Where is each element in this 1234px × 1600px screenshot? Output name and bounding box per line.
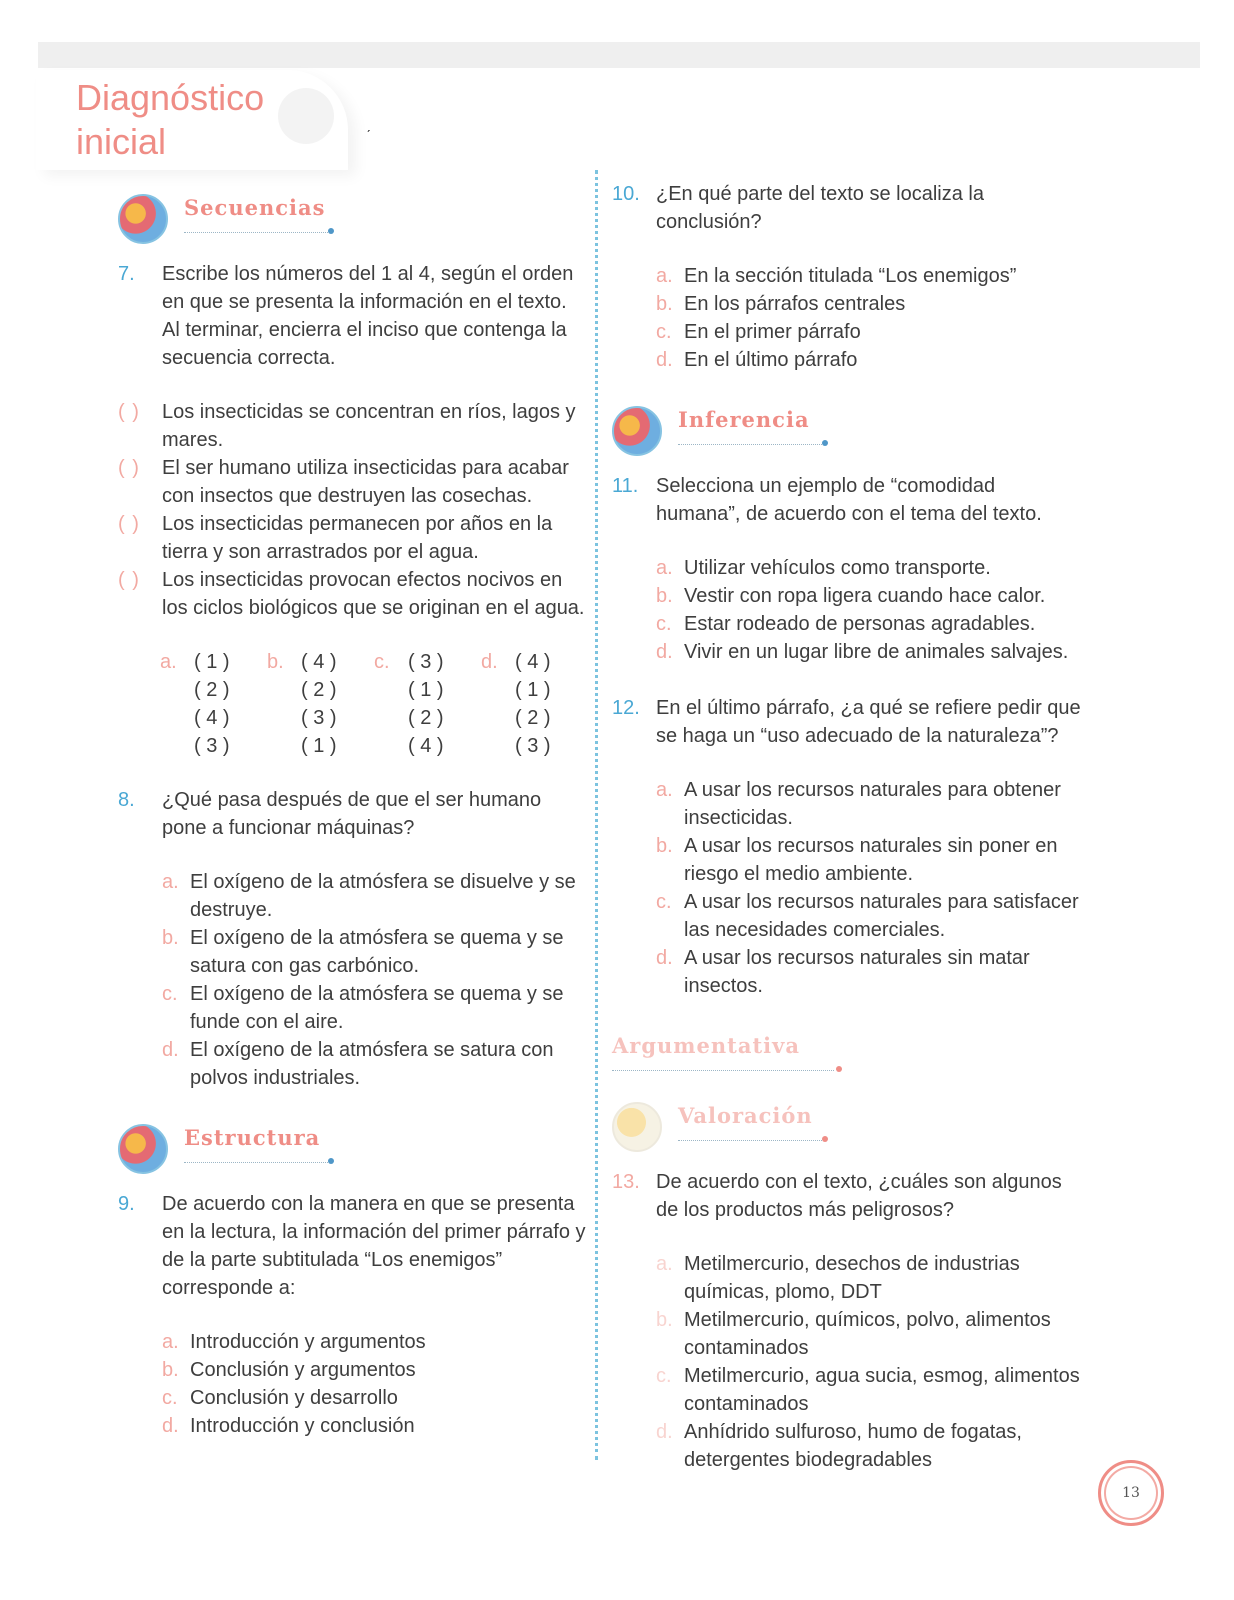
option-letter: d. [656,947,673,969]
sequence-item [118,454,588,510]
question-number: 12. [612,697,640,719]
question-number: 7. [118,263,135,285]
option-text: En los párrafos centrales [684,293,906,315]
option-letter: b. [267,651,284,673]
section-title: Argumentativa [612,1033,800,1058]
option-text: Metilmercurio, desechos de industrias químicas, plomo, DDT [684,1253,1020,1303]
page-title-line2: inicial [76,121,167,162]
option-letter: a. [656,1253,673,1275]
section-rule [612,1070,834,1071]
question-text: En el último párrafo, ¿a qué se refiere pedir que se haga un “uso adecuado de la naturaleza”? [656,697,1081,747]
option-letter: b. [656,1309,673,1331]
option-number: ( 1 ) [408,679,444,701]
option-number: ( 2 ) [515,707,551,729]
header-band [38,42,1200,68]
option-text: El oxígeno de la atmósfera se quema y se satura con gas carbónico. [190,927,564,977]
page-number-badge [1098,1460,1164,1526]
sequence-icon [118,194,168,244]
sequence-item-text: El ser humano utiliza insecticidas para acabar con insectos que destruyen las cosechas. [162,457,569,507]
page-title-line1: Diagnóstico [76,77,265,118]
option-text: Vestir con ropa ligera cuando hace calor. [684,585,1046,607]
option-letter: d. [481,651,498,673]
header-mark: ˏ [366,116,371,132]
question-text: De acuerdo con la manera en que se presenta en la lectura, la información del primer párrafo y de la parte subtitulada “Los enemigos” corresponde a: [162,1193,586,1299]
answer-option-a[interactable] [162,1328,588,1356]
answer-options [656,262,1082,374]
left-column [118,190,588,1468]
section-rule-dot [328,1158,334,1164]
answer-option-c[interactable] [162,1384,588,1412]
section-estructura [118,1120,588,1190]
option-text: Metilmercurio, agua sucia, esmog, alimentos contaminados [684,1365,1080,1415]
answer-option-b[interactable] [656,290,1082,318]
section-title: Secuencias [184,195,326,220]
option-number: ( 4 ) [301,651,337,673]
option-number: ( 1 ) [515,679,551,701]
question-text: Selecciona un ejemplo de “comodidad humana”, de acuerdo con el tema del texto. [656,475,1042,525]
option-letter: d. [656,641,673,663]
section-rule [184,1162,330,1163]
option-letter: b. [656,835,673,857]
section-rule-dot [836,1066,842,1072]
option-letter: a. [162,1331,179,1353]
header-glow-decoration [278,88,334,144]
option-number: ( 3 ) [515,735,551,757]
answer-options [656,776,1082,1000]
answer-option-d[interactable] [656,1418,1082,1474]
question-text: ¿En qué parte del texto se localiza la conclusión? [656,183,984,233]
answer-option-a[interactable] [162,868,588,924]
sequence-option-d[interactable] [481,648,588,760]
answer-option-d[interactable] [162,1036,588,1092]
option-text: Introducción y argumentos [190,1331,426,1353]
section-rule [184,232,330,233]
question-13 [612,1168,1082,1224]
answer-options [656,554,1082,666]
option-letter: b. [656,293,673,315]
answer-option-c[interactable] [656,1362,1082,1418]
sequence-option-a[interactable] [160,648,267,760]
option-number: ( 3 ) [301,707,337,729]
option-letter: c. [374,651,390,673]
option-letter: c. [656,321,672,343]
sequence-options [160,648,588,760]
answer-option-d[interactable] [656,638,1082,666]
answer-blank[interactable]: ( ) [118,569,140,591]
option-text: Vivir en un lugar libre de animales salvajes. [684,641,1069,663]
option-number: ( 4 ) [515,651,551,673]
question-text: De acuerdo con el texto, ¿cuáles son algunos de los productos más peligrosos? [656,1171,1062,1221]
question-9 [118,1190,588,1302]
section-title: Valoración [678,1103,813,1128]
answer-blank[interactable]: ( ) [118,401,140,423]
option-letter: c. [656,613,672,635]
option-text: En el primer párrafo [684,321,861,343]
question-number: 11. [612,475,639,497]
answer-options [162,868,588,1092]
answer-option-d[interactable] [656,944,1082,1000]
option-text: Estar rodeado de personas agradables. [684,613,1036,635]
option-number: ( 2 ) [194,679,230,701]
section-rule-dot [328,228,334,234]
option-text: El oxígeno de la atmósfera se disuelve y se destruye. [190,871,576,921]
option-text: El oxígeno de la atmósfera se quema y se funde con el aire. [190,983,564,1033]
sequence-item-text: Los insecticidas provocan efectos nocivos en los ciclos biológicos que se originan en el agua. [162,569,585,619]
answer-option-a[interactable] [656,554,1082,582]
option-letter: c. [162,983,178,1005]
option-letter: d. [162,1039,179,1061]
section-argumentativa [612,1028,1082,1098]
option-text: En la sección titulada “Los enemigos” [684,265,1017,287]
page-number: 13 [1122,1485,1140,1501]
question-number: 13. [612,1171,640,1193]
column-divider [595,170,598,1460]
option-text: A usar los recursos naturales sin matar insectos. [684,947,1030,997]
section-secuencias [118,190,588,260]
right-column [612,180,1082,1502]
answer-option-b[interactable] [162,924,588,980]
option-text: En el último párrafo [684,349,858,371]
option-letter: a. [160,651,177,673]
answer-option-c[interactable] [162,980,588,1036]
option-text: Conclusión y desarrollo [190,1387,398,1409]
question-7 [118,260,588,372]
option-number: ( 2 ) [301,679,337,701]
answer-option-d[interactable] [656,346,1082,374]
answer-option-a[interactable] [656,1250,1082,1306]
answer-option-a[interactable] [656,262,1082,290]
answer-option-b[interactable] [656,1306,1082,1362]
question-12 [612,694,1082,750]
option-letter: a. [656,779,673,801]
question-number: 9. [118,1193,135,1215]
option-text: El oxígeno de la atmósfera se satura con polvos industriales. [190,1039,554,1089]
answer-options [162,1328,588,1440]
option-letter: a. [656,265,673,287]
sequence-item [118,566,588,622]
option-number: ( 1 ) [194,651,230,673]
sequence-item-text: Los insecticidas se concentran en ríos, lagos y mares. [162,401,576,451]
sequence-item-text: Los insecticidas permanecen por años en la tierra y son arrastrados por el agua. [162,513,553,563]
inference-icon [612,406,662,456]
answer-option-b[interactable] [656,832,1082,888]
answer-option-c[interactable] [656,610,1082,638]
valuation-icon [612,1102,662,1152]
option-number: ( 3 ) [408,651,444,673]
option-letter: c. [162,1387,178,1409]
option-text: Introducción y conclusión [190,1415,415,1437]
option-number: ( 4 ) [194,707,230,729]
question-number: 10. [612,183,640,205]
question-10 [612,180,1082,236]
answer-options [656,1250,1082,1474]
sequence-option-c[interactable] [374,648,481,760]
option-letter: d. [162,1415,179,1437]
option-number: ( 1 ) [301,735,337,757]
option-letter: b. [162,927,179,949]
answer-option-a[interactable] [656,776,1082,832]
option-text: Conclusión y argumentos [190,1359,416,1381]
section-rule-dot [822,440,828,446]
answer-option-c[interactable] [656,888,1082,944]
option-number: ( 4 ) [408,735,444,757]
section-rule-dot [822,1136,828,1142]
answer-option-d[interactable] [162,1412,588,1440]
answer-option-c[interactable] [656,318,1082,346]
structure-icon [118,1124,168,1174]
section-valoracion [612,1098,1082,1168]
sequence-item [118,510,588,566]
option-text: Metilmercurio, químicos, polvo, alimentos contaminados [684,1309,1051,1359]
section-title: Inferencia [678,407,810,432]
option-text: Utilizar vehículos como transporte. [684,557,991,579]
sequence-option-b[interactable] [267,648,374,760]
option-letter: d. [656,349,673,371]
option-number: ( 2 ) [408,707,444,729]
option-letter: d. [656,1421,673,1443]
option-letter: c. [656,1365,672,1387]
answer-blank[interactable]: ( ) [118,457,140,479]
option-text: Anhídrido sulfuroso, humo de fogatas, detergentes biodegradables [684,1421,1022,1471]
option-letter: a. [162,871,179,893]
sequence-item [118,398,588,454]
option-text: A usar los recursos naturales para satisfacer las necesidades comerciales. [684,891,1079,941]
section-inferencia [612,402,1082,472]
sequence-list [118,398,588,622]
question-number: 8. [118,789,135,811]
answer-blank[interactable]: ( ) [118,513,140,535]
option-letter: b. [162,1359,179,1381]
question-text: Escribe los números del 1 al 4, según el orden en que se presenta la información en el texto. Al terminar, encierra el inciso que contenga la secuencia correcta. [162,263,574,369]
section-title: Estructura [184,1125,321,1150]
option-letter: b. [656,585,673,607]
option-text: A usar los recursos naturales sin poner en riesgo el medio ambiente. [684,835,1058,885]
option-number: ( 3 ) [194,735,230,757]
answer-option-b[interactable] [656,582,1082,610]
option-letter: a. [656,557,673,579]
question-text: ¿Qué pasa después de que el ser humano pone a funcionar máquinas? [162,789,542,839]
option-letter: c. [656,891,672,913]
question-11 [612,472,1082,528]
question-8 [118,786,588,842]
section-rule [678,1140,824,1141]
page-title [76,76,264,164]
section-rule [678,444,824,445]
option-text: A usar los recursos naturales para obtener insecticidas. [684,779,1061,829]
answer-option-b[interactable] [162,1356,588,1384]
